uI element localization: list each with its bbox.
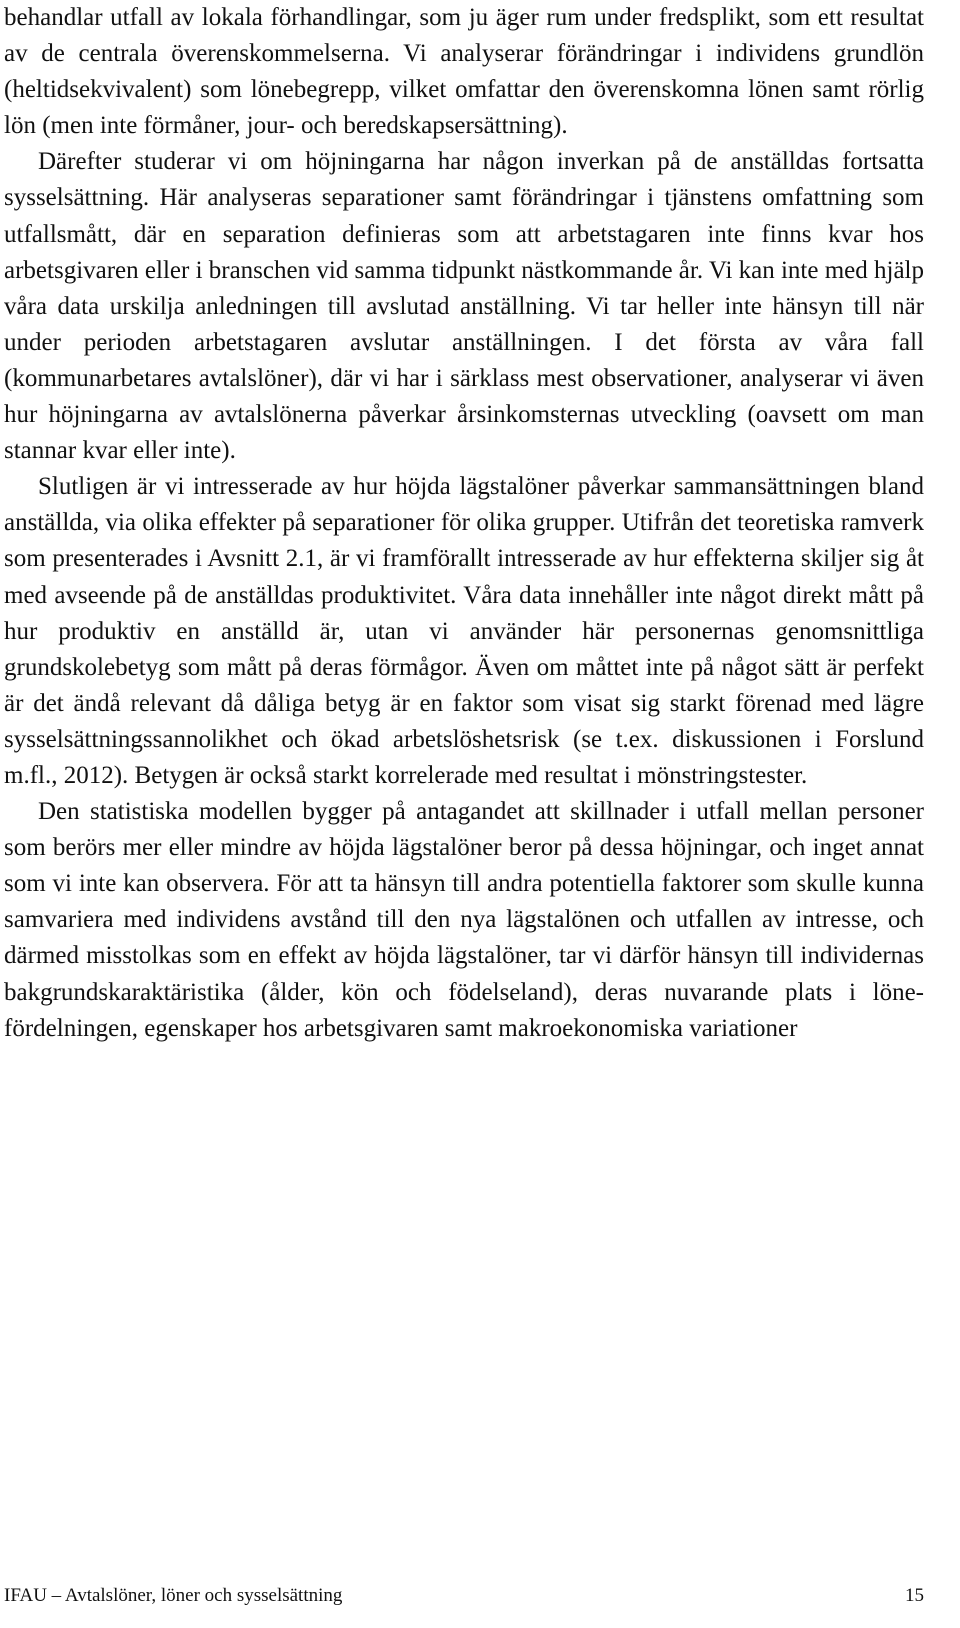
page-footer bbox=[4, 1578, 924, 1614]
paragraph-continuation: behandlar utfall av lokala förhandlingar, som ju äger rum under fredsplikt, som ett resultat av de centrala överenskommelserna. Vi analyserar förändringar i individens grundlön (heltidsekvivalent) som lönebegrepp, vilket omfattar den överenskomna lönen samt rörlig lön (men inte förmåner, jour- och beredskapsersättning). bbox=[4, 4, 924, 140]
document-page bbox=[4, 0, 924, 1628]
body-text bbox=[4, 0, 924, 1047]
page-number: 15 bbox=[905, 1585, 924, 1606]
paragraph-statistical-model: Den statistiska modellen bygger på antagandet att skillnader i utfall mellan personer som berörs mer eller mindre av höjda lägstalöner beror på dessa höjningar, och inget annat som vi inte kan observera. För att ta hänsyn till andra potentiella faktorer som skulle kunna samvariera med individens avstånd till den nya lägstalönen och utfallen av intresse, och därmed misstolkas som en effekt av höjda lägstalöner, tar vi därför hänsyn till individernas bakgrundskaraktäristika (ålder, kön och födelseland), deras nuvarande plats i lönefördelningen, egenskaper hos arbetsgivaren samt makroekonomiska variationer bbox=[4, 798, 924, 1042]
paragraph-composition-effects: Slutligen är vi intresserade av hur höjda lägstalöner påverkar sammansättningen bland anställda, via olika effekter på separationer för olika grupper. Utifrån det teoretiska ramverk som presenterades i Avsnitt 2.1, är vi framförallt intresserade av hur effekterna skiljer sig åt med avseende på de anställdas produktivitet. Våra data innehåller inte något direkt mått på hur produktiv en anställd är, utan vi använder här personernas genomsnittliga grundskolebetyg som mått på deras förmågor. Även om måttet inte på något sätt är perfekt är det ändå relevant då dåliga betyg är en faktor som visat sig starkt förenad med lägre sysselsättningssannolikhet och ökad arbetslöshetsrisk (se t.ex. diskussionen i Forslund m.fl., 2012). Betygen är också starkt korrelerade med resultat i mönstringstester. bbox=[4, 473, 924, 789]
paragraph-employment-outcomes: Därefter studerar vi om höjningarna har någon inverkan på de anställdas fortsatta sysselsättning. Här analyseras separationer samt förändringar i tjänstens omfattning som utfallsmått, där en separation definieras som att arbetstagaren inte finns kvar hos arbetsgivaren eller i branschen vid samma tidpunkt nästkommande år. Vi kan inte med hjälp våra data urskilja anledningen till avslutad anställning. Vi tar heller inte hänsyn till när under perioden arbetstagaren avslutar anställningen. I det första av våra fall (kommunarbetares avtalslöner), där vi har i särklass mest observationer, analyserar vi även hur höjningarna av avtalslönerna påverkar årsinkomsternas utveckling (oavsett om man stannar kvar eller inte). bbox=[4, 148, 925, 465]
running-title: IFAU – Avtalslöner, löner och sysselsättning bbox=[4, 1585, 343, 1606]
